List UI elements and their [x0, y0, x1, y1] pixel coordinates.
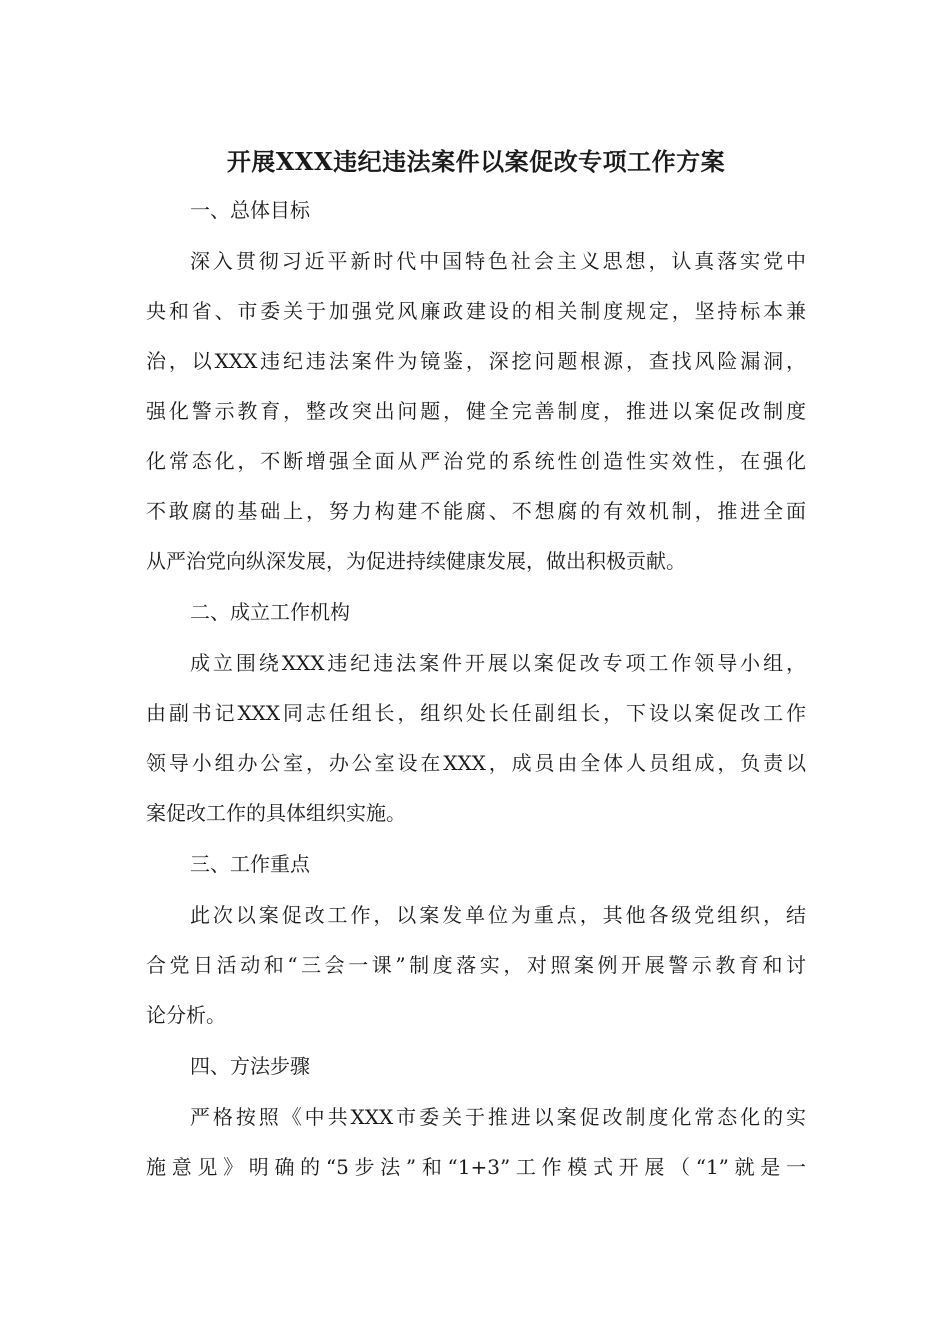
paragraph-line: 案促改工作的具体组织实施。	[146, 801, 406, 825]
section-heading: 二、成立工作机构	[190, 600, 350, 624]
paragraph-line: 强化警示教育，整改突出问题，健全完善制度，推进以案促改制度	[146, 399, 806, 423]
document-title: 开展XXX违纪违法案件以案促改专项工作方案	[226, 147, 726, 176]
paragraph-line: 严格按照《中共XXX市委关于推进以案促改制度化常态化的实	[190, 1105, 806, 1129]
paragraph-line: 此次以案促改工作，以案发单位为重点，其他各级党组织，结	[190, 903, 806, 927]
section-heading: 三、工作重点	[190, 852, 310, 876]
section-paragraph	[146, 1092, 806, 1192]
paragraph-line: 化常态化，不断增强全面从严治党的系统性创造性实效性，在强化	[146, 449, 806, 473]
paragraph-line: 合党日活动和“三会一课”制度落实，对照案例开展警示教育和讨	[146, 953, 806, 977]
paragraph-line: 从严治党向纵深发展，为促进持续健康发展，做出积极贡献。	[146, 549, 686, 573]
paragraph-line: 施意见》明确的“5步法”和“1+3”工作模式开展（“1”就是一	[146, 1155, 806, 1179]
section-paragraph	[146, 638, 806, 838]
section-heading: 四、方法步骤	[190, 1054, 310, 1078]
paragraph-line: 成立围绕XXX违纪违法案件开展以案促改专项工作领导小组，	[190, 651, 806, 675]
section-heading: 一、总体目标	[190, 198, 310, 222]
paragraph-line: 央和省、市委关于加强党风廉政建设的相关制度规定，坚持标本兼	[146, 299, 806, 323]
section-paragraph	[146, 890, 806, 1040]
paragraph-line: 治，以XXX违纪违法案件为镜鉴，深挖问题根源，查找风险漏洞，	[146, 349, 806, 373]
paragraph-line: 不敢腐的基础上，努力构建不能腐、不想腐的有效机制，推进全面	[146, 499, 806, 523]
paragraph-line: 领导小组办公室，办公室设在XXX，成员由全体人员组成，负责以	[146, 751, 806, 775]
paragraph-line: 由副书记XXX同志任组长，组织处长任副组长，下设以案促改工作	[146, 701, 806, 725]
paragraph-line: 深入贯彻习近平新时代中国特色社会主义思想，认真落实党中	[190, 249, 806, 273]
document-page	[146, 140, 806, 1192]
section-paragraph	[146, 236, 806, 586]
paragraph-line: 论分析。	[146, 1003, 226, 1027]
